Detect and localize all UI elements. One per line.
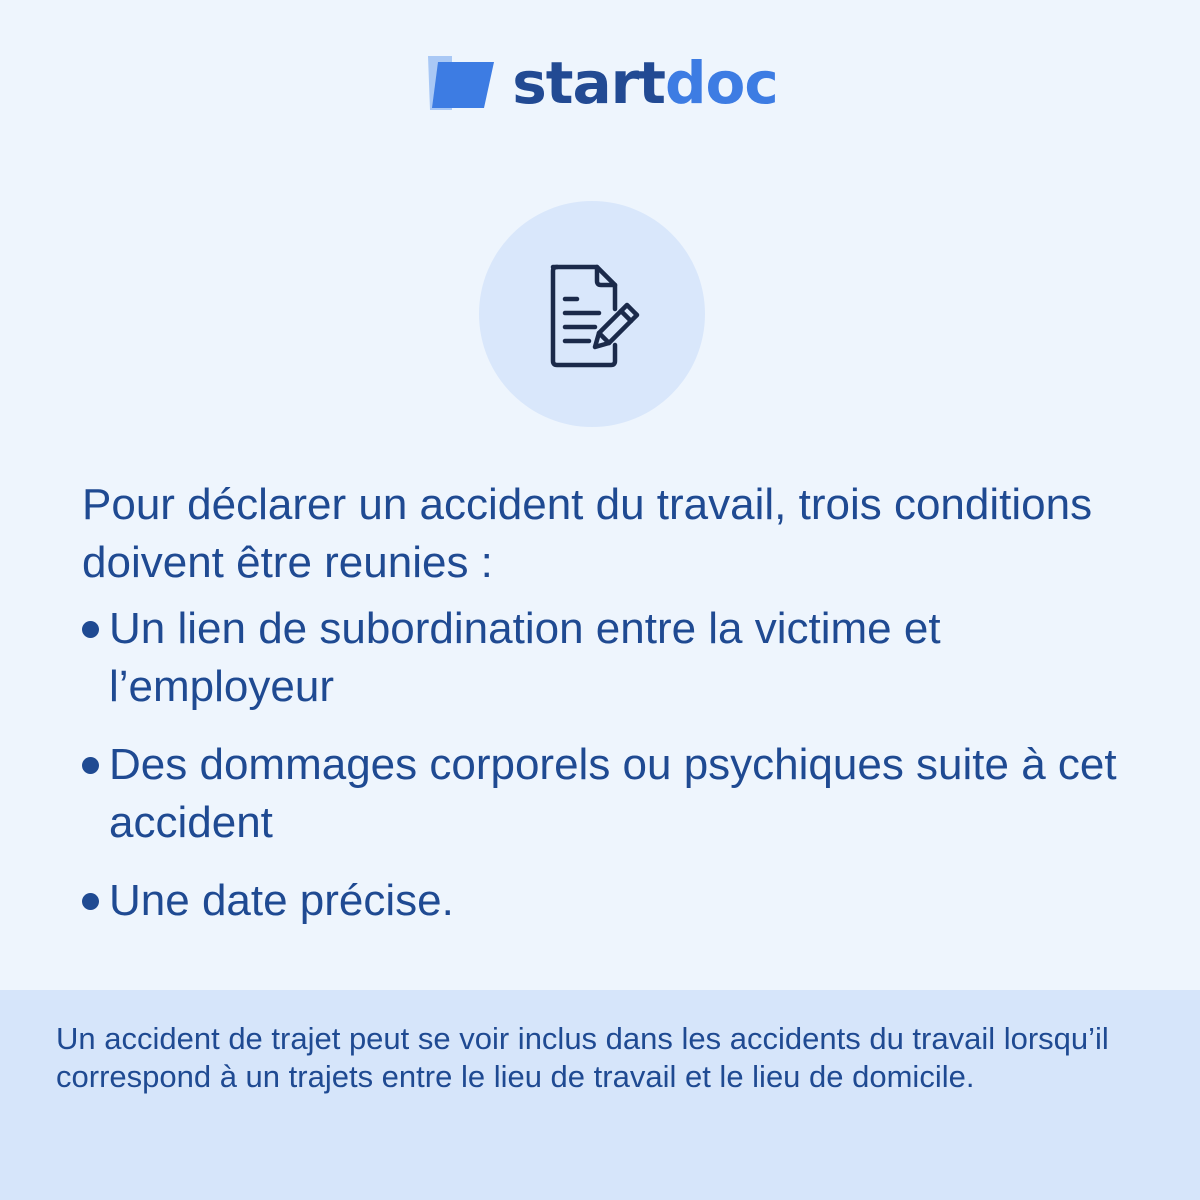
brand-wordmark [512,49,778,117]
footer-note-band [0,990,1200,1200]
bullet-dot-icon [82,893,99,910]
intro-text: Pour déclarer un accident du travail, trois conditions doivent être reunies : [82,480,1093,587]
brand-name-part2: doc [664,49,778,117]
folder-logo-icon [422,52,496,114]
brand-name-part1: start [512,49,665,117]
conditions-list [82,600,1152,930]
bullet-dot-icon [82,757,99,774]
list-item-text: Un lien de subordination entre la victime et l’employeur [109,604,941,711]
brand-logo [0,49,1200,117]
list-item [82,736,1152,852]
hero-icon-circle [479,201,705,427]
list-item [82,872,1152,930]
main-content [82,476,1152,950]
footer-note: Un accident de trajet peut se voir inclus dans les accidents du travail lorsqu’il correspond à un trajets entre le lieu de travail et le lieu de domicile. [56,1021,1109,1094]
list-item-text: Une date précise. [109,876,454,925]
document-edit-icon [531,253,653,375]
list-item-text: Des dommages corporels ou psychiques suite à cet accident [109,740,1117,847]
bullet-dot-icon [82,621,99,638]
list-item [82,600,1152,716]
